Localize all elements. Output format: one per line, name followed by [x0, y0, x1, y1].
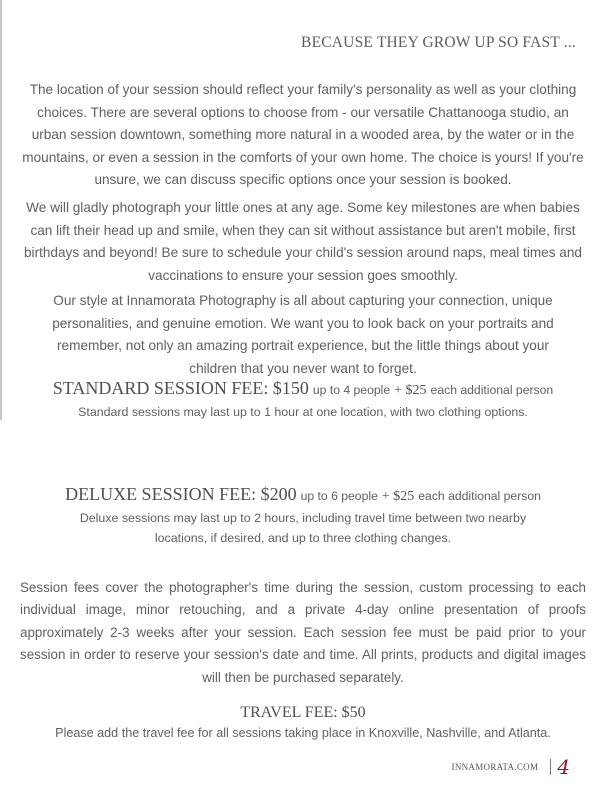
deluxe-fee-block — [22, 483, 584, 548]
standard-fee-title: STANDARD SESSION FEE: $150 — [52, 378, 309, 398]
travel-fee-description: Please add the travel fee for all sessions taking place in Knoxville, Nashville, and Atlanta. — [55, 726, 551, 740]
standard-fee-plus: + $25 — [394, 383, 427, 398]
style-paragraph: Our style at Innamorata Photography is all about capturing your connection, unique personalities, and genuine emotion. We want you to look back on your portraits and remember, not only an amazing portrait experience, but the little things about your children that you never want to forget. — [52, 293, 554, 376]
footer-divider — [550, 759, 551, 775]
standard-fee-block — [22, 377, 584, 422]
location-paragraph: The location of your session should reflect your family's personality as well as your clothing choices. There are several options to choose from - our versatile Chattanooga studio, an urban session downtown, something more natural in a wooded area, by the water or in the mountains, or even a session in the comforts of your own home. The choice is yours! If you're unsure, we can discuss specific options once your session is booked. — [22, 82, 584, 188]
ages-paragraph: We will gladly photograph your little ones at any age. Some key milestones are when babies can lift their head up and smile, when they can sit without assistance but aren't mobile, first birthdays and beyond! Be sure to schedule your child's session around naps, meal times and vaccinations to ensure your session goes smoothly. — [23, 200, 582, 283]
travel-fee-block — [0, 703, 606, 743]
page-footer — [451, 755, 570, 779]
deluxe-fee-plus: + $25 — [381, 489, 415, 504]
deluxe-fee-title: DELUXE SESSION FEE: $200 — [65, 484, 297, 504]
page-heading: BECAUSE THEY GROW UP SO FAST ... — [301, 34, 576, 51]
page-edge-line — [0, 0, 2, 420]
deluxe-fee-line — [22, 483, 584, 508]
travel-fee-title: TRAVEL FEE: $50 — [240, 704, 366, 721]
website-link[interactable]: INNAMORATA.COM — [451, 762, 539, 772]
standard-fee-extra: each additional person — [430, 383, 554, 397]
standard-fee-description: Standard sessions may last up to 1 hour at one location, with two clothing options. — [78, 405, 528, 419]
coverage-paragraph: Session fees cover the photographer's time during the session, custom processing to each individual image, minor retouching, and a private 4-day online presentation of proofs approximately 2-3 weeks after your session. Each session fee must be paid prior to your session in order to reserve your session's date and time. All prints, products and digital images will then be purchased separately. — [20, 580, 586, 685]
standard-fee-line — [22, 377, 584, 402]
deluxe-fee-people: up to 6 people — [300, 489, 378, 503]
deluxe-fee-extra: each additional person — [418, 489, 541, 503]
standard-fee-people: up to 4 people — [312, 383, 391, 397]
page-number: 4 — [557, 755, 570, 779]
deluxe-fee-description: Deluxe sessions may last up to 2 hours, including travel time between two nearby locations, if desired, and up to three clothing changes. — [79, 511, 527, 545]
